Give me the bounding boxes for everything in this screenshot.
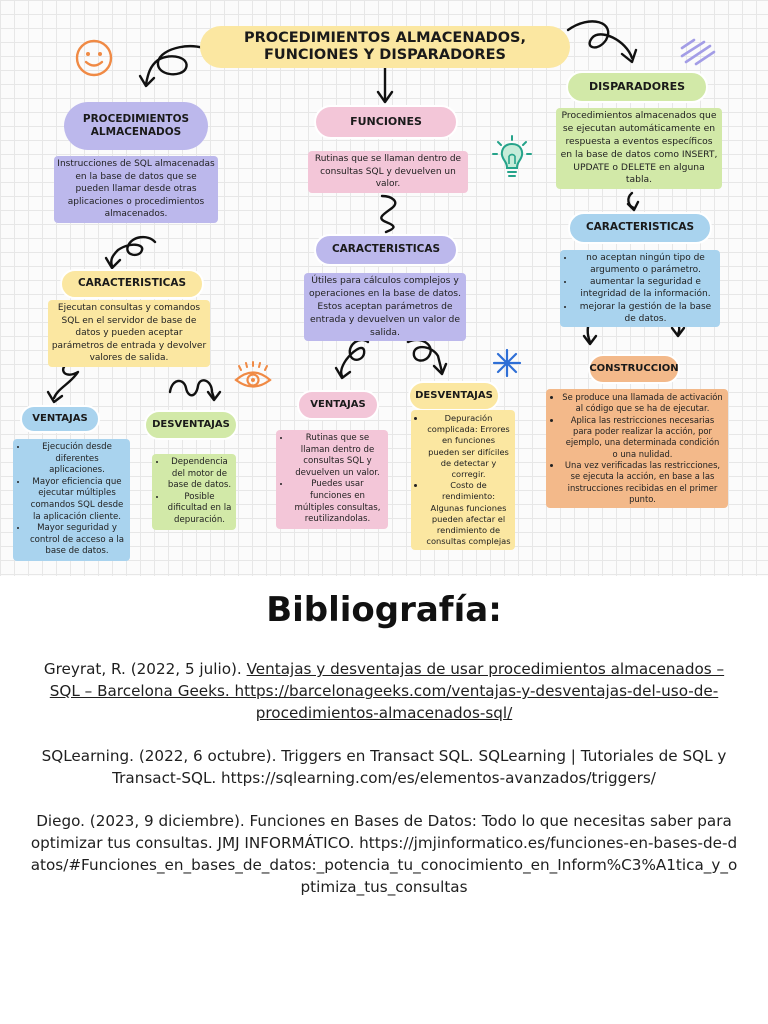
reference-2: SQLearning. (2022, 6 octubre). Triggers en Transact SQL. SQLearning | Tutoriales de SQL y Transact-SQL. https://sqlearning.com/es/elementos-avanzados/triggers/ [41, 747, 727, 787]
list-item: • no aceptan ningún tipo de argumento o parámetro. [575, 252, 716, 276]
diagram-title-line1: PROCEDIMIENTOS ALMACENADOS, [244, 30, 526, 46]
list-item: • Puedes usar funciones en múltiples consultas, reutilizandolas. [291, 479, 384, 525]
bibliography-title: Bibliografía: [266, 590, 502, 630]
procedimientos-caracteristicas-text: Ejecutan consultas y comandos SQL en el servidor de base de datos y pueden aceptar parámetros de entrada y devolver valores de salida. [48, 300, 210, 367]
disparadores-description: Procedimientos almacenados que se ejecutan automáticamente en respuesta a eventos específicos en la base de datos como INSERT, UPDATE o DELETE en alguna tabla. [556, 108, 722, 189]
funciones-desventajas-list [411, 410, 515, 550]
funciones-header: FUNCIONES [314, 105, 458, 139]
disparadores-header: DISPARADORES [566, 71, 708, 103]
list-item: • Mayor seguridad y control de acceso a la base de datos. [28, 523, 126, 558]
funciones-ventajas-list [276, 430, 388, 529]
list-item: • Rutinas que se llaman dentro de consultas SQL y devuelven un valor. [291, 433, 384, 479]
procedimientos-desventajas-header: DESVENTAJAS [144, 410, 238, 440]
list-item: • Mayor eficiencia que ejecutar múltiples comandos SQL desde la aplicación cliente. [28, 477, 126, 523]
disparadores-construccion-items [551, 392, 723, 505]
funciones-ventajas-items [280, 433, 384, 526]
disparadores-caracteristicas-items [564, 252, 716, 325]
procedimientos-ventajas-header: VENTAJAS [20, 405, 100, 433]
disparadores-caracteristicas-list [560, 250, 720, 327]
disparadores-construccion-list [546, 389, 728, 508]
procedimientos-desventajas-items [156, 457, 232, 527]
procedimientos-header [64, 102, 208, 150]
funciones-description: Rutinas que se llaman dentro de consultas SQL y devuelven un valor. [308, 151, 468, 193]
diagram-title [200, 26, 570, 68]
list-item: • Aplica las restricciones necesarias para poder realizar la acción, por ejemplo, una determinada condición o una nulidad. [562, 415, 723, 460]
list-item: • Se produce una llamada de activación al código que se ha de ejecutar. [562, 392, 723, 415]
reference-1 [30, 658, 738, 724]
list-item: • mejorar la gestión de la base de datos. [575, 301, 716, 325]
procedimientos-caracteristicas-header: CARACTERISTICAS [60, 269, 204, 299]
procedimientos-ventajas-items [17, 442, 126, 558]
list-item: • aumentar la seguridad e integridad de la información. [575, 276, 716, 300]
funciones-desventajas-header: DESVENTAJAS [408, 381, 500, 411]
procedimientos-header-line2: ALMACENADOS [90, 126, 182, 138]
reference-1-link[interactable]: Ventajas y desventajas de usar procedimientos almacenados – SQL – Barcelona Geeks. https://barcelonageeks.com/ventajas-y-desventajas-del-uso-de-procedimientos-almacenados-sql/ [49, 660, 725, 722]
list-item: • Una vez verificadas las restricciones, se ejecuta la acción, en base a las instrucciones recibidas en el primer punto. [562, 460, 723, 505]
procedimientos-ventajas-list [13, 439, 130, 561]
list-item: • Posible dificultad en la depuración. [167, 492, 232, 527]
reference-1-prefix: Greyrat, R. (2022, 5 julio). [43, 660, 247, 678]
list-item: • Dependencia del motor de base de datos. [167, 457, 232, 492]
list-item: • Depuración complicada: Errores en funciones pueden ser difíciles de detectar y corregir. [426, 413, 511, 480]
funciones-ventajas-header: VENTAJAS [297, 390, 379, 420]
funciones-caracteristicas-header: CARACTERISTICAS [314, 234, 458, 266]
list-item: • Ejecución desde diferentes aplicaciones. [28, 442, 126, 477]
disparadores-construccion-header: CONSTRUCCION [588, 354, 680, 384]
disparadores-caracteristicas-header: CARACTERISTICAS [568, 212, 712, 244]
procedimientos-desventajas-list [152, 454, 236, 530]
funciones-desventajas-items [415, 413, 511, 547]
funciones-caracteristicas-text: Útiles para cálculos complejos y operaciones en la base de datos. Estos aceptan parámetros de entrada y devuelven un valor de salida. [304, 273, 466, 341]
list-item: • Costo de rendimiento: Algunas funciones pueden afectar el rendimiento de consultas complejas [426, 480, 511, 547]
reference-3: Diego. (2023, 9 diciembre). Funciones en Bases de Datos: Todo lo que necesitas saber para optimizar tus consultas. JMJ INFORMÁTICO. https://jmjinformatico.es/funciones-en-bases-de-datos/#Funciones_en_bases_de_datos:_potencia_tu_conocimiento_en_Inform%C3%A1tica_y_optimiza_tus_consultas [30, 812, 738, 896]
procedimientos-description: Instrucciones de SQL almacenadas en la base de datos que se pueden llamar desde otras aplicaciones o procedimientos almacenados. [54, 156, 218, 223]
diagram-title-line2: FUNCIONES Y DISPARADORES [264, 47, 506, 63]
procedimientos-header-line1: PROCEDIMIENTOS [82, 112, 190, 125]
